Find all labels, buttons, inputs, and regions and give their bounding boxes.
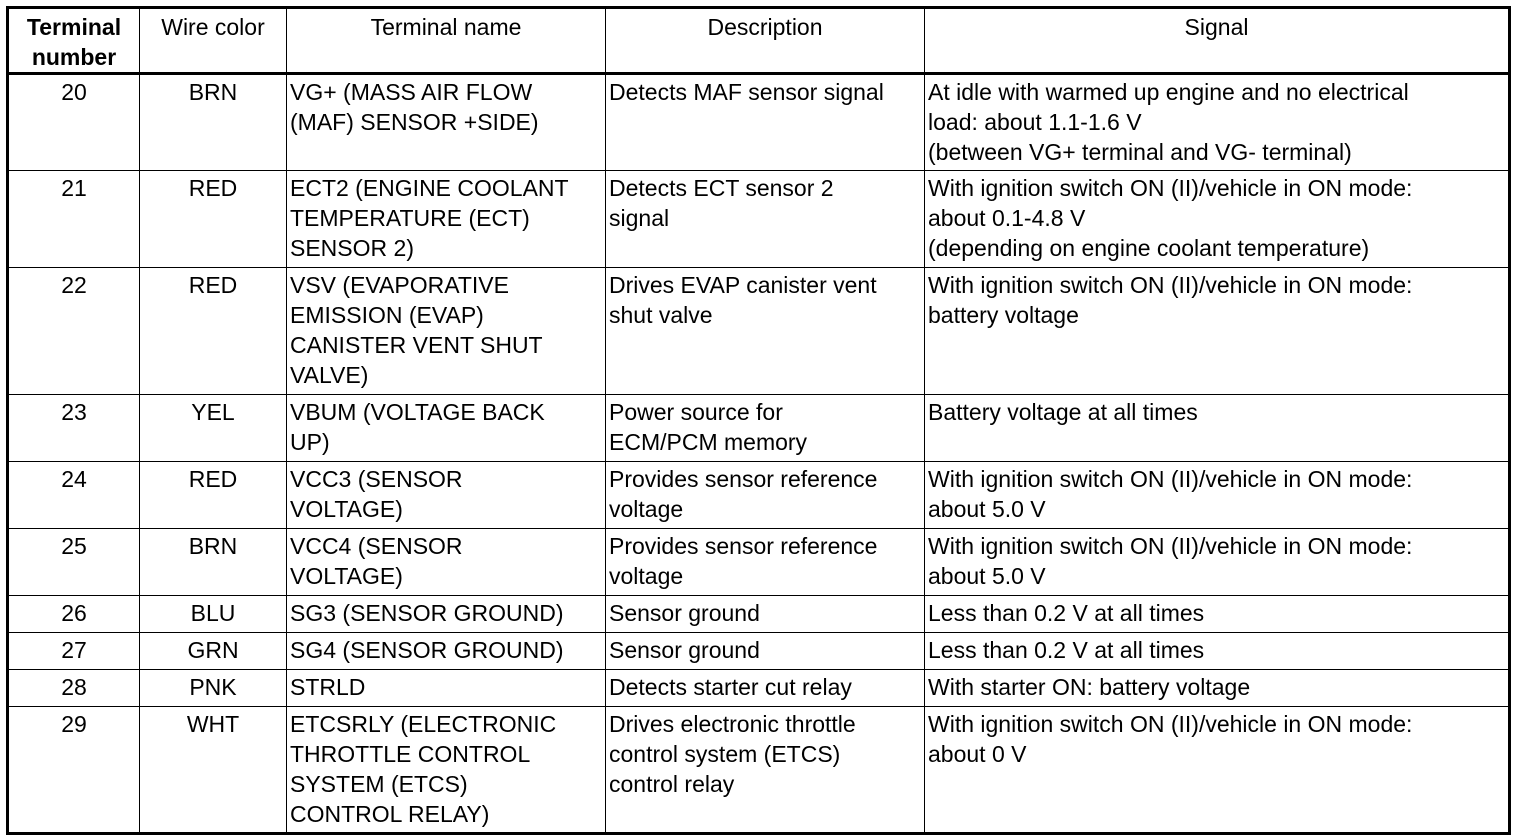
wire-color-cell: RED: [140, 268, 287, 395]
terminal-number-cell: 29: [8, 707, 140, 834]
table-row: [8, 171, 1510, 268]
table-row: [8, 633, 1510, 670]
description-cell: Drives EVAP canister vent shut valve: [606, 268, 925, 395]
header-wire-color: Wire color: [140, 8, 287, 74]
table-row: [8, 707, 1510, 834]
terminal-number-cell: 28: [8, 670, 140, 707]
terminal-name-cell: VCC4 (SENSOR VOLTAGE): [287, 529, 606, 596]
description-cell: Detects starter cut relay: [606, 670, 925, 707]
description-cell: Provides sensor reference voltage: [606, 529, 925, 596]
terminal-number-cell: 24: [8, 462, 140, 529]
terminal-number-cell: 25: [8, 529, 140, 596]
description-cell: Drives electronic throttle control system (ETCS) control relay: [606, 707, 925, 834]
terminal-number-cell: 21: [8, 171, 140, 268]
description-cell: Detects ECT sensor 2 signal: [606, 171, 925, 268]
wire-color-cell: BRN: [140, 74, 287, 171]
table-row: [8, 670, 1510, 707]
table-body: [8, 74, 1510, 834]
signal-cell: Less than 0.2 V at all times: [925, 596, 1510, 633]
terminal-name-cell: ETCSRLY (ELECTRONIC THROTTLE CONTROL SYSTEM (ETCS) CONTROL RELAY): [287, 707, 606, 834]
signal-cell: At idle with warmed up engine and no electrical load: about 1.1-1.6 V (between VG+ terminal and VG- terminal): [925, 74, 1510, 171]
signal-cell: With starter ON: battery voltage: [925, 670, 1510, 707]
signal-cell: With ignition switch ON (II)/vehicle in ON mode: about 5.0 V: [925, 529, 1510, 596]
header-terminal-number: Terminal number: [8, 8, 140, 74]
header-terminal-name: Terminal name: [287, 8, 606, 74]
terminal-name-cell: VSV (EVAPORATIVE EMISSION (EVAP) CANISTER VENT SHUT VALVE): [287, 268, 606, 395]
terminal-number-cell: 23: [8, 395, 140, 462]
terminal-number-cell: 22: [8, 268, 140, 395]
signal-cell: Less than 0.2 V at all times: [925, 633, 1510, 670]
terminal-number-cell: 26: [8, 596, 140, 633]
terminal-name-cell: ECT2 (ENGINE COOLANT TEMPERATURE (ECT) SENSOR 2): [287, 171, 606, 268]
terminal-name-cell: VCC3 (SENSOR VOLTAGE): [287, 462, 606, 529]
wire-color-cell: YEL: [140, 395, 287, 462]
description-cell: Sensor ground: [606, 633, 925, 670]
signal-cell: With ignition switch ON (II)/vehicle in ON mode: about 5.0 V: [925, 462, 1510, 529]
terminal-name-cell: SG4 (SENSOR GROUND): [287, 633, 606, 670]
signal-cell: With ignition switch ON (II)/vehicle in ON mode: about 0 V: [925, 707, 1510, 834]
description-cell: Detects MAF sensor signal: [606, 74, 925, 171]
description-cell: Sensor ground: [606, 596, 925, 633]
signal-cell: Battery voltage at all times: [925, 395, 1510, 462]
terminal-number-cell: 27: [8, 633, 140, 670]
signal-cell: With ignition switch ON (II)/vehicle in ON mode: battery voltage: [925, 268, 1510, 395]
header-row: [8, 8, 1510, 74]
wire-color-cell: BLU: [140, 596, 287, 633]
table-row: [8, 268, 1510, 395]
terminal-name-cell: STRLD: [287, 670, 606, 707]
table-row: [8, 529, 1510, 596]
wire-color-cell: WHT: [140, 707, 287, 834]
description-cell: Provides sensor reference voltage: [606, 462, 925, 529]
header-description: Description: [606, 8, 925, 74]
table-row: [8, 395, 1510, 462]
terminal-name-cell: SG3 (SENSOR GROUND): [287, 596, 606, 633]
terminal-name-cell: VBUM (VOLTAGE BACK UP): [287, 395, 606, 462]
wire-color-cell: RED: [140, 462, 287, 529]
terminal-number-cell: 20: [8, 74, 140, 171]
table-row: [8, 462, 1510, 529]
wire-color-cell: BRN: [140, 529, 287, 596]
wire-color-cell: PNK: [140, 670, 287, 707]
wire-color-cell: GRN: [140, 633, 287, 670]
terminal-table: [6, 6, 1511, 835]
wire-color-cell: RED: [140, 171, 287, 268]
signal-cell: With ignition switch ON (II)/vehicle in ON mode: about 0.1-4.8 V (depending on engine coolant temperature): [925, 171, 1510, 268]
table-header: [8, 8, 1510, 74]
header-signal: Signal: [925, 8, 1510, 74]
table-row: [8, 596, 1510, 633]
description-cell: Power source for ECM/PCM memory: [606, 395, 925, 462]
terminal-name-cell: VG+ (MASS AIR FLOW (MAF) SENSOR +SIDE): [287, 74, 606, 171]
table-row: [8, 74, 1510, 171]
